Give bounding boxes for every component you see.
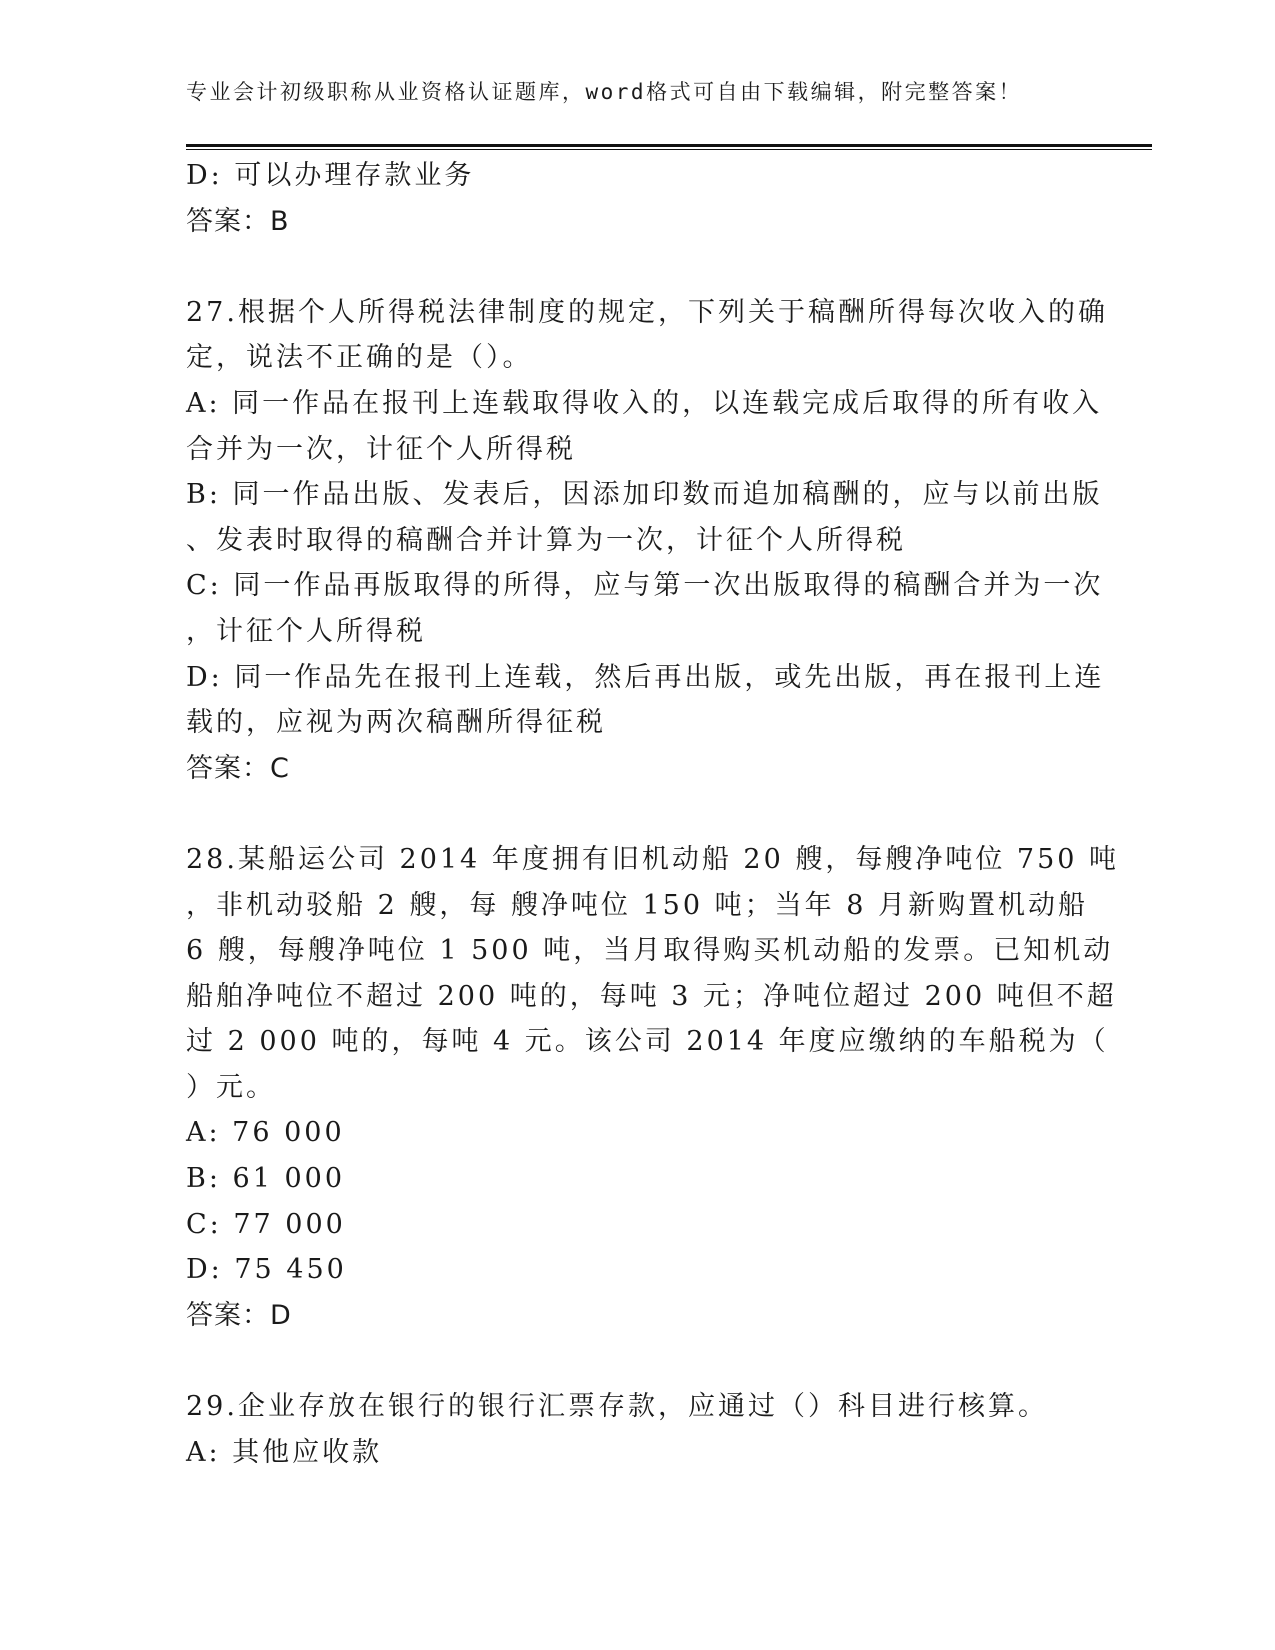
q29-option-a: A: 其他应收款 [186,1436,383,1468]
q27-option-c-line-1: C: 同一作品再版取得的所得，应与第一次出版取得的稿酬合并为一次 [186,570,1104,602]
spacer [186,1338,1086,1384]
q27-option-a-line-1: A: 同一作品在报刊上连载取得收入的，以连载完成后取得的所有收入 [186,387,1103,419]
q28-stem-line-6: ）元。 [186,1071,276,1103]
q28-stem-line-5: 过 2 000 吨的，每吨 4 元。该公司 2014 年度应缴纳的车船税为（ [186,1026,1109,1058]
q27-option-d-line-2: 载的，应视为两次稿酬所得征税 [186,707,606,739]
q28-stem-line-2: ，非机动驳船 2 艘，每 艘净吨位 150 吨；当年 8 月新购置机动船 [186,889,1088,921]
q28-option-c: C: 77 000 [186,1208,346,1240]
q27-option-d-line-1: D: 同一作品先在报刊上连载，然后再出版，或先出版，再在报刊上连 [186,661,1105,693]
header-rule-thin [186,149,1152,150]
spacer [186,791,1086,837]
q27-option-b-line-1: B: 同一作品出版、发表后，因添加印数而追加稿酬的，应与以前出版 [186,479,1103,511]
q29-stem: 29.企业存放在银行的银行汇票存款，应通过（）科目进行核算。 [186,1391,1048,1423]
header-rule-thick [186,144,1152,147]
q26-answer: 答案：B [186,205,290,237]
spacer [186,244,1086,290]
q27-answer: 答案：C [186,752,290,784]
q28-stem-line-1: 28.某船运公司 2014 年度拥有旧机动船 20 艘，每艘净吨位 750 吨 [186,843,1120,875]
q28-answer: 答案：D [186,1299,292,1331]
question-content [186,153,1120,1475]
page-header: 专业会计初级职称从业资格认证题库，word格式可自由下载编辑，附完整答案！ [186,80,1023,104]
q28-option-a: A: 76 000 [186,1117,345,1149]
q28-stem-line-4: 船舶净吨位不超过 200 吨的，每吨 3 元；净吨位超过 200 吨但不超 [186,980,1117,1012]
q27-stem-line-2: 定，说法不正确的是（）。 [186,342,533,374]
q27-option-b-line-2: 、发表时取得的稿酬合并计算为一次，计征个人所得税 [186,524,906,556]
q28-option-d: D: 75 450 [186,1254,347,1286]
q28-stem-line-3: 6 艘，每艘净吨位 1 500 吨，当月取得购买机动船的发票。已知机动 [186,935,1114,967]
q27-stem-line-1: 27.根据个人所得税法律制度的规定，下列关于稿酬所得每次收入的确 [186,296,1108,328]
q28-option-b: B: 61 000 [186,1163,345,1195]
q26-option-d: D: 可以办理存款业务 [186,160,475,191]
q27-option-a-line-2: 合并为一次，计征个人所得税 [186,433,576,465]
q27-option-c-line-2: ，计征个人所得税 [186,615,426,647]
